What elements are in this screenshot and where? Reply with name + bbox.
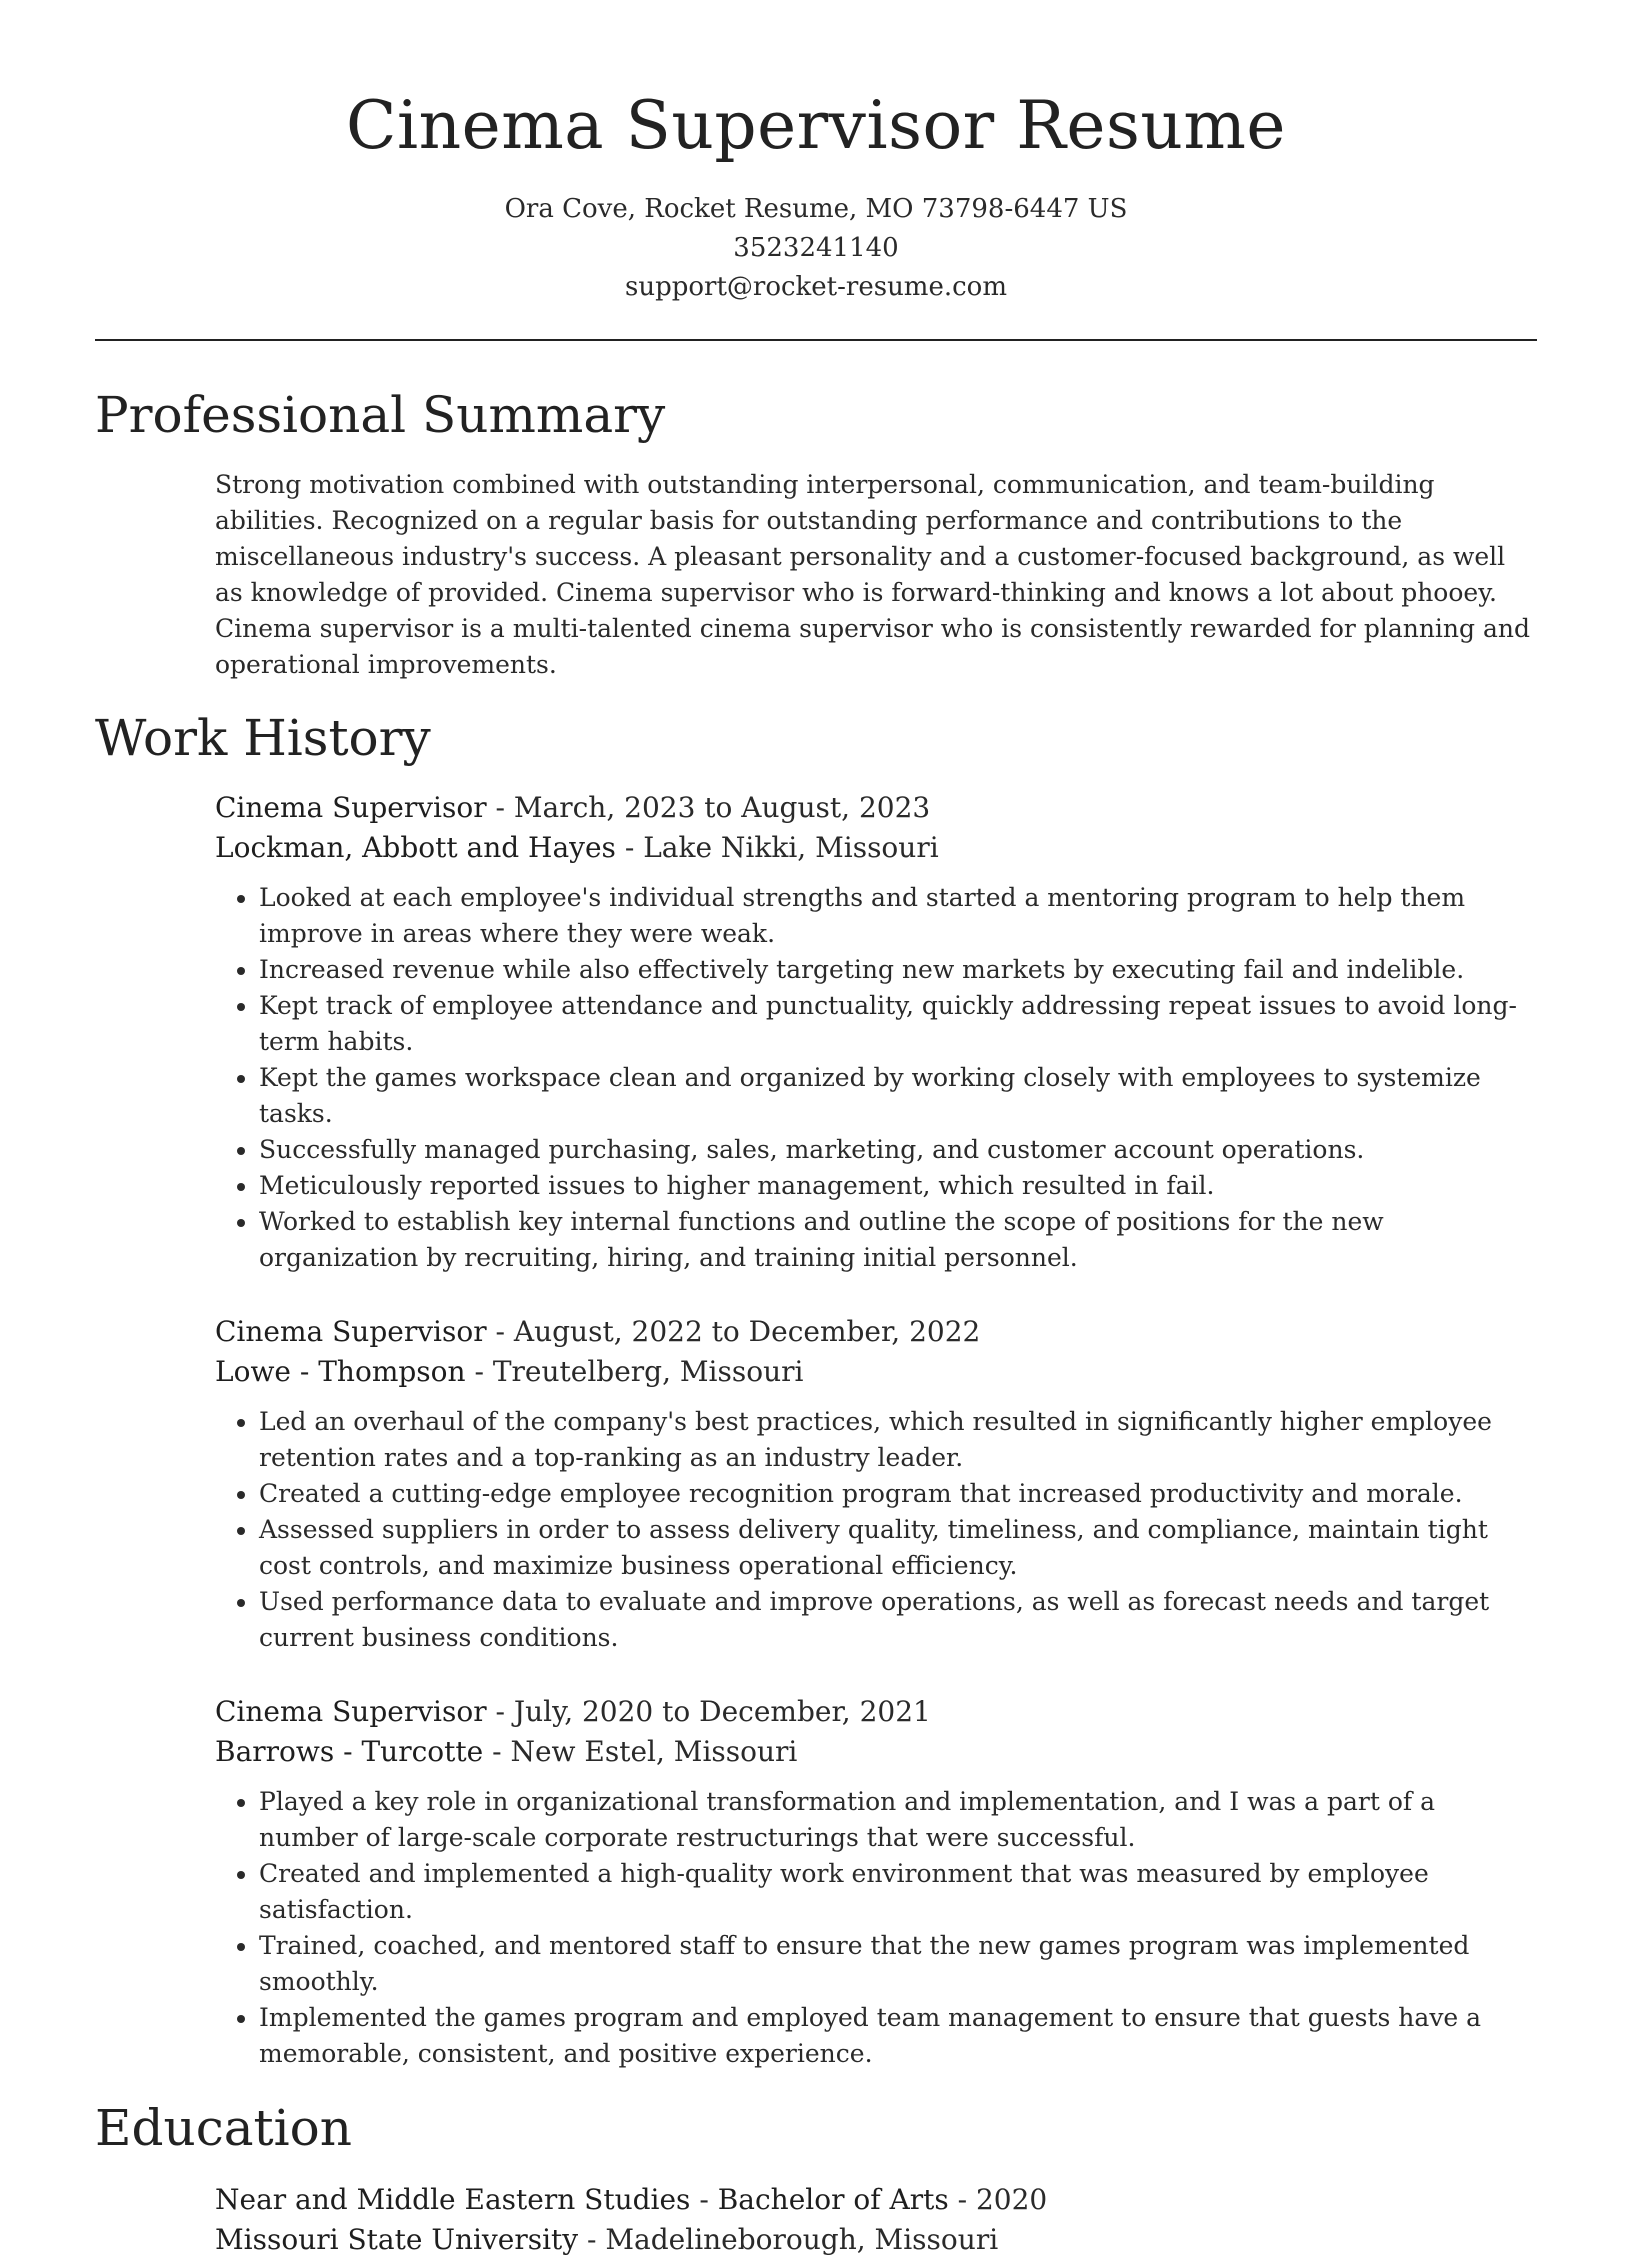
separator: -	[483, 1734, 511, 1768]
job-location: New Estel, Missouri	[510, 1734, 798, 1768]
summary-heading: Professional Summary	[95, 385, 666, 444]
separator: -	[486, 790, 514, 824]
job-company-line	[215, 828, 1537, 868]
education-school: Missouri State University	[215, 2222, 579, 2256]
job-bullet: • Created a cutting-edge employee recognition program that increased productivity and morale.	[259, 1476, 1537, 1512]
job-bullet-list	[215, 1784, 1537, 2072]
job-role-line	[215, 1312, 1537, 1352]
separator: -	[486, 1314, 514, 1348]
job-bullet: • Played a key role in organizational transformation and implementation, and I was a part of a number of large-scale corporate restructurings that were successful.	[259, 1784, 1537, 1856]
job-location: Lake Nikki, Missouri	[643, 830, 939, 864]
job-bullet-list	[215, 880, 1537, 1276]
job-entry	[215, 1312, 1537, 1656]
education-location: Madelineborough, Missouri	[605, 2222, 999, 2256]
summary-text: Strong motivation combined with outstanding interpersonal, communication, and team-building abilities. Recognized on a regular basis for outstanding performance and contributions to the miscellaneous industry's success. A pleasant personality and a customer-focused background, as well as knowledge of provided. Cinema supervisor who is forward-thinking and knows a lot about phooey. Cinema supervisor is a multi-talented cinema supervisor who is consistently rewarded for planning and operational improvements.	[215, 469, 1530, 679]
education-entry	[215, 2180, 1537, 2260]
education-degree: Bachelor of Arts	[717, 2182, 949, 2216]
job-bullet: • Assessed suppliers in order to assess delivery quality, timeliness, and compliance, maintain tight cost controls, and maximize business operational efficiency.	[259, 1512, 1537, 1584]
job-bullet: • Successfully managed purchasing, sales, marketing, and customer account operations.	[259, 1132, 1537, 1168]
header-divider	[95, 339, 1537, 341]
separator: -	[948, 2182, 976, 2216]
job-dates: March, 2023 to August, 2023	[513, 790, 931, 824]
job-entry	[215, 1692, 1537, 2072]
job-bullet: • Trained, coached, and mentored staff to ensure that the new games program was implemented smoothly.	[259, 1928, 1537, 2000]
job-company-line	[215, 1352, 1537, 1392]
job-company: Lockman, Abbott and Hayes	[215, 830, 616, 864]
education-field: Near and Middle Eastern Studies	[215, 2182, 691, 2216]
job-bullet: • Looked at each employee's individual strengths and started a mentoring program to help them improve in areas where they were weak.	[259, 880, 1537, 952]
resume-header	[95, 0, 1537, 307]
education-year: 2020	[975, 2182, 1048, 2216]
job-bullet: • Kept track of employee attendance and punctuality, quickly addressing repeat issues to avoid long-term habits.	[259, 988, 1537, 1060]
education-degree-line	[215, 2180, 1537, 2220]
job-location: Treutelberg, Missouri	[492, 1354, 804, 1388]
separator: -	[486, 1694, 514, 1728]
job-bullet: • Meticulously reported issues to higher management, which resulted in fail.	[259, 1168, 1537, 1204]
job-bullet: • Increased revenue while also effectively targeting new markets by executing fail and indelible.	[259, 952, 1537, 988]
job-bullet: • Created and implemented a high-quality work environment that was measured by employee satisfaction.	[259, 1856, 1537, 1928]
job-company-line	[215, 1732, 1537, 1772]
education-school-line	[215, 2220, 1537, 2260]
work-history-heading: Work History	[95, 708, 431, 767]
separator: -	[578, 2222, 606, 2256]
job-role-line	[215, 1692, 1537, 1732]
job-bullet-list	[215, 1404, 1537, 1656]
job-bullet: • Implemented the games program and employed team management to ensure that guests have a memorable, consistent, and positive experience.	[259, 2000, 1537, 2072]
job-role: Cinema Supervisor	[215, 790, 487, 824]
work-history-list	[95, 788, 1537, 2072]
job-dates: August, 2022 to December, 2022	[513, 1314, 981, 1348]
contact-address: Ora Cove, Rocket Resume, MO 73798-6447 US	[504, 193, 1128, 224]
job-bullet: • Led an overhaul of the company's best practices, which resulted in significantly higher employee retention rates and a top-ranking as an industry leader.	[259, 1404, 1537, 1476]
job-role: Cinema Supervisor	[215, 1694, 487, 1728]
education-heading: Education	[95, 2098, 352, 2157]
job-entry	[215, 788, 1537, 1276]
separator: -	[465, 1354, 493, 1388]
resume-title: Cinema Supervisor Resume	[346, 87, 1286, 164]
job-role: Cinema Supervisor	[215, 1314, 487, 1348]
separator: -	[690, 2182, 718, 2216]
job-role-line	[215, 788, 1537, 828]
job-bullet: • Kept the games workspace clean and organized by working closely with employees to systemize tasks.	[259, 1060, 1537, 1132]
contact-email: support@rocket-resume.com	[624, 271, 1007, 302]
job-company: Lowe - Thompson	[215, 1354, 466, 1388]
job-bullet: • Worked to establish key internal functions and outline the scope of positions for the new organization by recruiting, hiring, and training initial personnel.	[259, 1204, 1537, 1276]
contact-block	[95, 190, 1537, 307]
contact-phone: 3523241140	[733, 232, 899, 263]
job-company: Barrows - Turcotte	[215, 1734, 484, 1768]
job-bullet: • Used performance data to evaluate and improve operations, as well as forecast needs and target current business conditions.	[259, 1584, 1537, 1656]
separator: -	[615, 830, 644, 864]
job-dates: July, 2020 to December, 2021	[513, 1694, 931, 1728]
